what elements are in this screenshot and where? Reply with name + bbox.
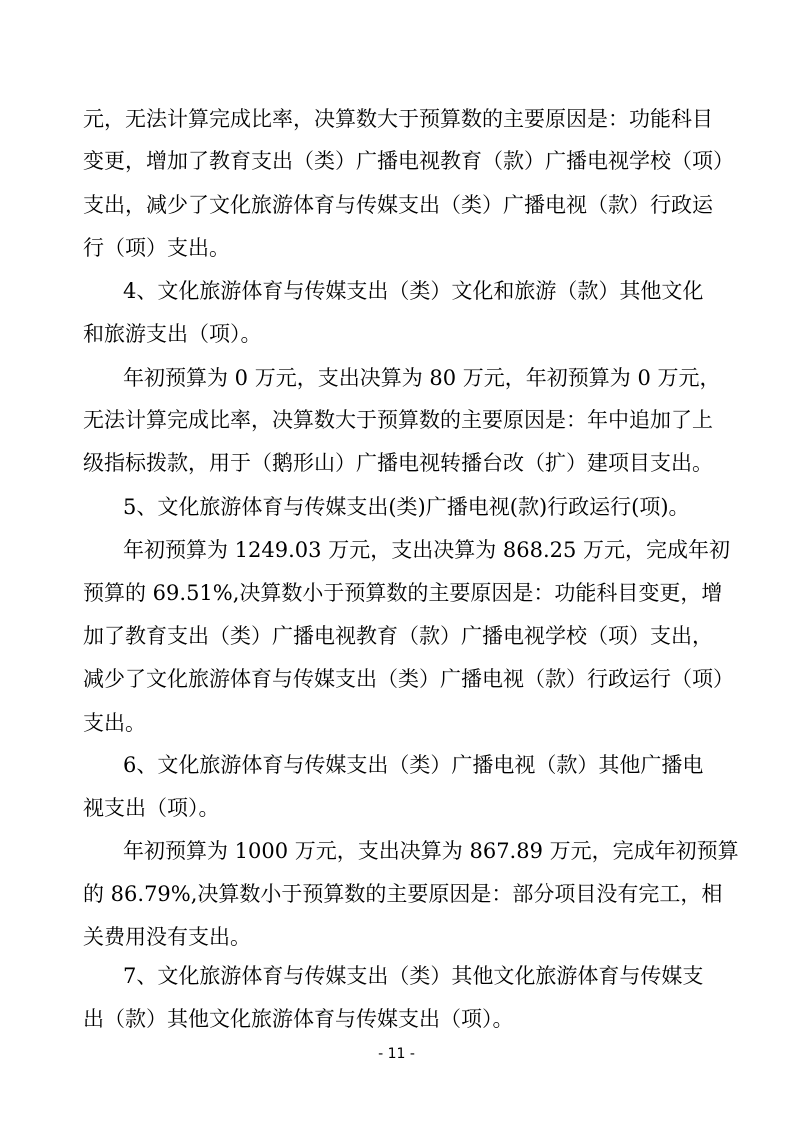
text-line: 减少了文化旅游体育与传媒支出（类）广播电视（款）行政运行（项） <box>83 667 734 691</box>
section-heading-6: 6、文化旅游体育与传媒支出（类）广播电视（款）其他广播电 <box>123 753 704 777</box>
text-line: 变更，增加了教育支出（类）广播电视教育（款）广播电视学校（项） <box>83 149 734 173</box>
text-line: 年初预算为 1249.03 万元，支出决算为 868.25 万元，完成年初 <box>123 538 731 562</box>
text-line: 预算的 69.51%,决算数小于预算数的主要原因是：功能科目变更，增 <box>83 581 723 605</box>
section-heading-7-cont: 出（款）其他文化旅游体育与传媒支出（项）。 <box>83 1007 514 1031</box>
text-line: 支出。 <box>83 711 146 735</box>
text-line: 级指标拨款，用于（鹅形山）广播电视转播台改（扩）建项目支出。 <box>83 451 713 475</box>
section-heading-7: 7、文化旅游体育与传媒支出（类）其他文化旅游体育与传媒支 <box>123 964 704 988</box>
text-line: 关费用没有支出。 <box>83 925 251 949</box>
section-heading-5: 5、文化旅游体育与传媒支出(类)广播电视(款)行政运行(项)。 <box>123 495 690 519</box>
text-line: 元，无法计算完成比率，决算数大于预算数的主要原因是：功能科目 <box>83 107 713 131</box>
text-line: 支出，减少了文化旅游体育与传媒支出（类）广播电视（款）行政运 <box>83 193 713 217</box>
section-heading-4: 4、文化旅游体育与传媒支出（类）文化和旅游（款）其他文化 <box>123 279 704 303</box>
page-number: - 11 - <box>378 1046 415 1062</box>
text-line: 年初预算为 0 万元，支出决算为 80 万元，年初预算为 0 万元， <box>123 366 721 390</box>
text-line: 无法计算完成比率，决算数大于预算数的主要原因是：年中追加了上 <box>83 408 713 432</box>
text-line: 的 86.79%,决算数小于预算数的主要原因是：部分项目没有完工，相 <box>83 882 723 906</box>
section-heading-4-cont: 和旅游支出（项）。 <box>83 322 262 346</box>
section-heading-6-cont: 视支出（项）。 <box>83 796 220 820</box>
text-line: 行（项）支出。 <box>83 236 230 260</box>
text-line: 年初预算为 1000 万元，支出决算为 867.89 万元，完成年初预算 <box>123 839 739 863</box>
text-line: 加了教育支出（类）广播电视教育（款）广播电视学校（项）支出， <box>83 624 713 648</box>
